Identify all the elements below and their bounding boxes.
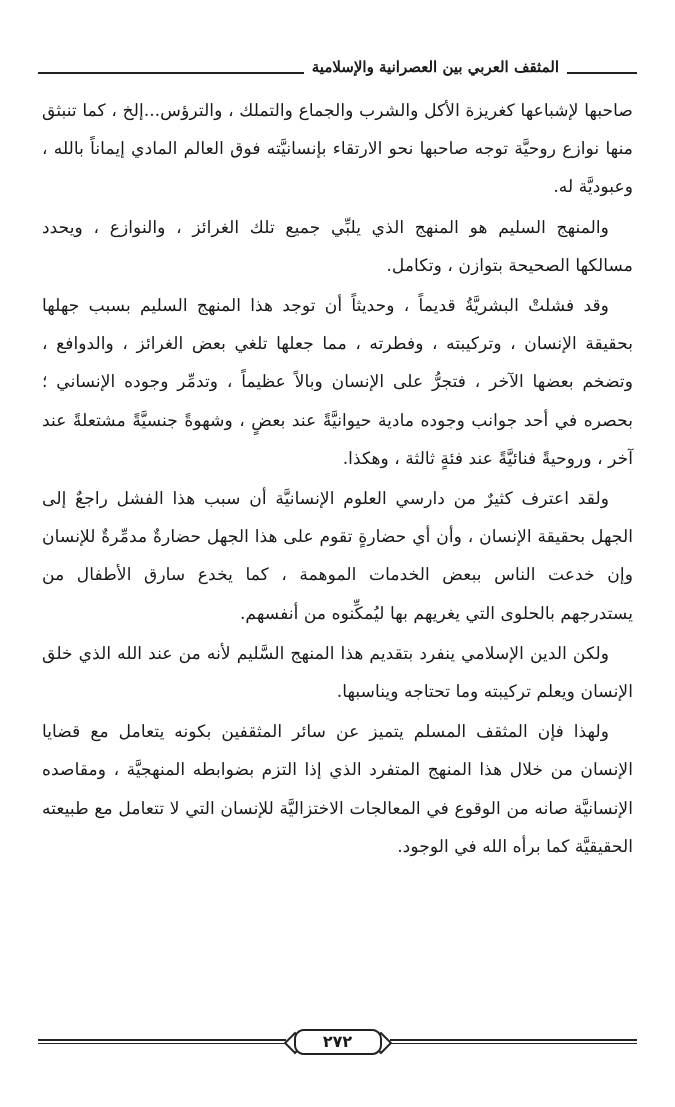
page-number: ٢٧٢ (322, 1032, 353, 1051)
paragraph-6: ولهذا فإن المثقف المسلم يتميز عن سائر المثقفين بكونه يتعامل مع قضايا الإنسان من خلال هذا المنهج المتفرد الذي إذا التزم بضوابطه المنهجيَّة ، ومقاصده الإنسانيَّة صانه من الوقوع في المعالجات الاختزاليَّة للإنسان التي لا تتعامل مع طبيعته الحقيقيَّة كما برأه الله في الوجود. (42, 722, 633, 857)
paragraph-4: ولقد اعترف كثيرٌ من دارسي العلوم الإنسانيَّة أن سبب هذا الفشل راجعٌ إلى الجهل بحقيقة الإنسان ، وأن أي حضارةٍ تقوم على هذا الجهل حضارةٌ مدمِّرةٌ للإنسان وإن خدعت الناس ببعض الخدمات الموهمة ، كما يخدع سارق الأطفال من يستدرجهم بالحلوى التي يغريهم بها ليُمكِّنوه من أنفسهم. (42, 489, 633, 624)
running-title: المثقف العربي بين العصرانية والإسلامية (304, 58, 567, 76)
paragraph-1: صاحبها لإشباعها كغريزة الأكل والشرب والجماع والتملك ، والترؤس...إلخ ، كما تنبثق منها نوازع روحيَّة توجه صاحبها نحو الارتقاء بإنسانيَّته فوق العالم المادي إيماناً بالله ، وعبوديَّة له. (42, 101, 633, 198)
paragraph-3: وقد فشلتْ البشريَّةُ قديماً ، وحديثاً أن توجد هذا المنهج السليم بسبب جهلها بحقيقة الإنسان ، وتركيبته ، وفطرته ، مما جعلها تلغي بعض الغرائز ، والدوافع ، وتضخم بعضها الآخر ، فتجرُّ على الإنسان وبالاً عظيماً ، وتدمِّر وجوده الإنساني ؛ بحصره في أحد جوانب وجوده مادية حيوانيَّةً عند بعضٍ ، وشهوةً جنسيَّةً مشتعلةً عند آخر ، وروحيةً فنائيَّةً عند فئةٍ ثالثة ، وهكذا. (42, 296, 633, 469)
paragraph-2: والمنهج السليم هو المنهج الذي يلبِّي جميع تلك الغرائز ، والنوازع ، ويحدد مسالكها الصحيحة بتوازن ، وتكامل. (42, 217, 633, 276)
page-body (42, 92, 633, 868)
running-header (38, 56, 637, 86)
page-number-badge (286, 1028, 390, 1056)
paragraph-5: ولكن الدين الإسلامي ينفرد بتقديم هذا المنهج السَّليم لأنه من عند الله الذي خلق الإنسان ويعلم تركيبته وما تحتاجه ويناسبها. (42, 643, 633, 703)
page-footer (38, 1028, 637, 1058)
